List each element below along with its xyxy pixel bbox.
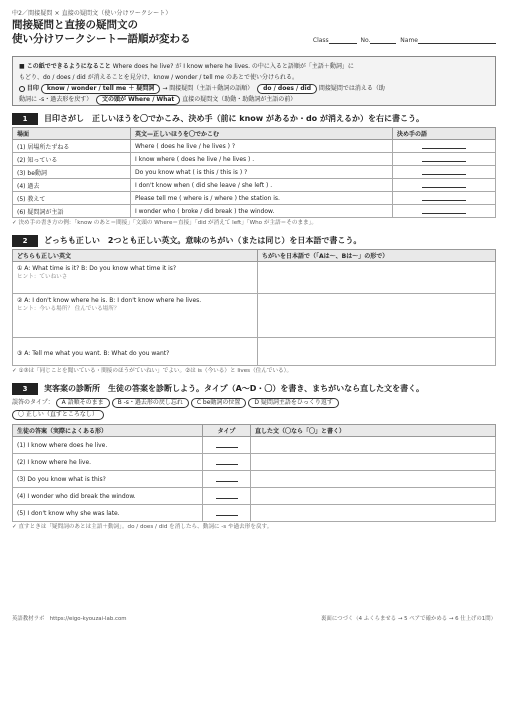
sentence-cell[interactable]: I know where ( does he live / he lives ) . xyxy=(131,153,393,166)
table-row xyxy=(13,488,496,505)
pair-cell xyxy=(13,338,258,366)
footer-continue: 裏面につづく（4 ふくらませる → 5 ペアで確かめる → 6 仕上げの1問） xyxy=(321,616,496,622)
col-header-answer: 生徒の答案（実際によくある形） xyxy=(13,425,203,437)
sentence-cell[interactable]: Do you know what ( is this / this is ) ? xyxy=(131,166,393,179)
table-header-row xyxy=(13,250,496,262)
marker-pill-where: 文の頭が Where / What xyxy=(96,95,180,105)
key-word-cell[interactable] xyxy=(393,179,496,192)
type-blank[interactable] xyxy=(216,492,238,499)
table-row xyxy=(13,205,496,218)
section1-note: ✓ 決め手の書き方の例：「know のあと＝間接」「文頭の Where＝直接」「did が消えて left」「Who が主語＝そのまま」。 xyxy=(12,220,318,226)
page-title-line2: 使い分けワークシート—語順が変わる xyxy=(12,33,191,45)
col-header-sentence: 英文—正しいほうを〇でかこむ xyxy=(131,128,393,140)
table-row xyxy=(13,166,496,179)
type-pill-a: A 語順そのまま xyxy=(56,398,110,408)
goal-text-4: 動詞に -s・過去形を戻す） xyxy=(19,96,93,103)
col-header-type: タイプ xyxy=(203,425,251,437)
error-types-label: 誤答のタイプ： xyxy=(12,399,54,406)
goal-text-2: もどり、do / does / did が消えることを見分け、know / wonder / tell me のあとで使い分けられる。 xyxy=(19,74,299,81)
section2-table xyxy=(12,249,496,366)
difference-answer-cell[interactable] xyxy=(258,294,496,338)
table-row xyxy=(13,262,496,294)
type-cell[interactable] xyxy=(203,471,251,488)
table-row xyxy=(13,454,496,471)
name-field[interactable] xyxy=(418,36,496,44)
goal-box xyxy=(12,56,496,106)
marker-pill-do: do / does / did xyxy=(257,84,317,94)
key-word-cell[interactable] xyxy=(393,166,496,179)
page-title-line1: 間接疑問と直接の疑問文の xyxy=(12,19,138,31)
target-icon xyxy=(19,86,25,92)
section1-title: 目印さがし 正しいほうを〇でかこみ、決め手（前に know があるか・do が消えるか）を右に書こう。 xyxy=(44,114,424,123)
difference-answer-cell[interactable] xyxy=(258,262,496,294)
type-pill-b: B -s・過去形の戻し忘れ xyxy=(112,398,189,408)
section2-title: どっちも正しい 2つとも正しい英文。意味のちがい（または同じ）を日本語で書こう。 xyxy=(44,236,362,245)
scene-cell: (5) 教えて xyxy=(13,192,131,205)
table-header-row xyxy=(13,425,496,437)
goal-line-3 xyxy=(19,83,489,94)
type-pill-c: C be動詞の位置 xyxy=(191,398,247,408)
student-answer-cell: (5) I don't know why she was late. xyxy=(13,505,203,522)
answer-blank[interactable] xyxy=(422,142,466,149)
pair-cell xyxy=(13,294,258,338)
number-label: No. xyxy=(360,37,371,44)
type-cell[interactable] xyxy=(203,505,251,522)
title-block xyxy=(12,18,496,50)
student-answer-cell: (3) Do you know what is this? xyxy=(13,471,203,488)
pair-hint: ヒント：今いる場所？ 住んでいる場所？ xyxy=(17,306,120,312)
goal-text-1: Where does he live? が I know where he lives. の中に入ると語順が「主語＋動詞」に xyxy=(112,63,354,70)
correction-cell[interactable] xyxy=(251,488,496,505)
marker-do-text: 間接疑問では消える（助 xyxy=(318,85,385,92)
pair-text: ③ A: Tell me what you want. B: What do you want? xyxy=(17,349,170,357)
key-word-cell[interactable] xyxy=(393,192,496,205)
pair-text: ② A: I don't know where he is. B: I don't know where he lives. xyxy=(17,297,202,304)
key-word-cell[interactable] xyxy=(393,205,496,218)
table-row xyxy=(13,192,496,205)
scene-cell: (3) be動詞 xyxy=(13,166,131,179)
class-field[interactable] xyxy=(329,36,357,44)
number-field[interactable] xyxy=(370,36,396,44)
correction-cell[interactable] xyxy=(251,505,496,522)
table-row xyxy=(13,153,496,166)
student-info-line xyxy=(313,36,496,44)
answer-blank[interactable] xyxy=(422,181,466,188)
section1-table xyxy=(12,127,496,218)
student-answer-cell: (4) I wonder who did break the window. xyxy=(13,488,203,505)
scene-cell: (6) 疑問詞が主語 xyxy=(13,205,131,218)
table-row xyxy=(13,471,496,488)
type-cell[interactable] xyxy=(203,488,251,505)
table-row xyxy=(13,505,496,522)
name-label: Name xyxy=(400,37,418,44)
goal-lead: ■ この紙でできるようになること xyxy=(19,63,111,70)
target-label: 目印 xyxy=(26,85,39,92)
table-row xyxy=(13,338,496,366)
section1-heading xyxy=(12,112,496,125)
col-header-difference: ちがいを日本語で（「Aは〜、Bは〜」の形で） xyxy=(258,250,496,262)
col-header-scene: 場面 xyxy=(13,128,131,140)
type-cell[interactable] xyxy=(203,454,251,471)
pair-text: ① A: What time is it? B: Do you know what time it is? xyxy=(17,265,177,272)
type-cell[interactable] xyxy=(203,437,251,454)
col-header-key: 決め手の語 xyxy=(393,128,496,140)
table-row xyxy=(13,437,496,454)
section1-badge: 1 xyxy=(12,113,38,125)
footer-site[interactable]: 英語教材ラボ https://eigo-kyouzai-lab.com xyxy=(12,616,127,622)
section3-title: 実客案の診断所 生徒の答案を診断しよう。タイプ（A〜D・〇）を書き、まちがいなら直した文を書く。 xyxy=(44,384,424,393)
section3-table xyxy=(12,424,496,522)
correction-cell[interactable] xyxy=(251,471,496,488)
type-blank[interactable] xyxy=(216,475,238,482)
col-header-pair: どちらも正しい英文 xyxy=(13,250,258,262)
answer-blank[interactable] xyxy=(422,168,466,175)
marker-pill-know: know / wonder / tell me ＋ 疑問詞 xyxy=(41,84,161,94)
table-header-row xyxy=(13,128,496,140)
type-pill-ok: 〇 正しい（直すところなし） xyxy=(12,410,104,420)
error-types-row xyxy=(12,397,496,409)
series-label: 中2／間接疑問 × 直接の疑問文（使い分けワークシート） xyxy=(12,10,172,17)
sentence-cell[interactable]: Where ( does he live / he lives ) ? xyxy=(131,140,393,153)
table-row xyxy=(13,179,496,192)
type-blank[interactable] xyxy=(216,509,238,516)
answer-blank[interactable] xyxy=(422,194,466,201)
student-answer-cell: (2) I know where he live. xyxy=(13,454,203,471)
error-types-row-2 xyxy=(12,409,496,421)
correction-cell[interactable] xyxy=(251,454,496,471)
col-header-correction: 直した文（〇なら「〇」と書く） xyxy=(251,425,496,437)
key-word-cell[interactable] xyxy=(393,140,496,153)
section3-note: ✓ 直すときは「疑問詞のあとは主語＋動詞」。do / does / did を消したら、動詞に -s や過去形を戻す。 xyxy=(12,524,273,530)
answer-blank[interactable] xyxy=(422,155,466,162)
sentence-cell[interactable]: I don't know when ( did she leave / she left ) . xyxy=(131,179,393,192)
goal-line-1 xyxy=(19,61,489,72)
marker-where-text: 直接の疑問文（助動・助動詞が主語の前） xyxy=(182,96,297,103)
type-blank[interactable] xyxy=(216,441,238,448)
sentence-cell[interactable]: Please tell me ( where is / where ) the station is. xyxy=(131,192,393,205)
class-label: Class xyxy=(312,37,329,44)
answer-blank[interactable] xyxy=(422,207,466,214)
scene-cell: (4) 過去 xyxy=(13,179,131,192)
correction-cell[interactable] xyxy=(251,437,496,454)
section2-note: ✓ ①③は「同じことを聞いている・間接のほうがていねい」でよい。②は is（今いる）と lives（住んでいる）。 xyxy=(12,368,293,374)
student-answer-cell: (1) I know where does he live. xyxy=(13,437,203,454)
section3-badge: 3 xyxy=(12,383,38,395)
key-word-cell[interactable] xyxy=(393,153,496,166)
scene-cell: (2) 知っている xyxy=(13,153,131,166)
table-row xyxy=(13,294,496,338)
section3-heading xyxy=(12,382,496,395)
table-row xyxy=(13,140,496,153)
type-pill-d: D 疑問詞主語をひっくり返す xyxy=(248,398,339,408)
scene-cell: (1) 居場所たずねる xyxy=(13,140,131,153)
sentence-cell[interactable]: I wonder who ( broke / did break ) the window. xyxy=(131,205,393,218)
pair-cell xyxy=(13,262,258,294)
type-blank[interactable] xyxy=(216,458,238,465)
goal-line-4 xyxy=(19,94,489,105)
section2-badge: 2 xyxy=(12,235,38,247)
marker-arrow-text: → 間接疑問（主語＋動詞の語順） xyxy=(162,85,254,92)
page-footer xyxy=(12,614,496,622)
difference-answer-cell[interactable] xyxy=(258,338,496,366)
pair-hint: ヒント：ていねいさ xyxy=(17,274,68,280)
section2-heading xyxy=(12,234,496,247)
